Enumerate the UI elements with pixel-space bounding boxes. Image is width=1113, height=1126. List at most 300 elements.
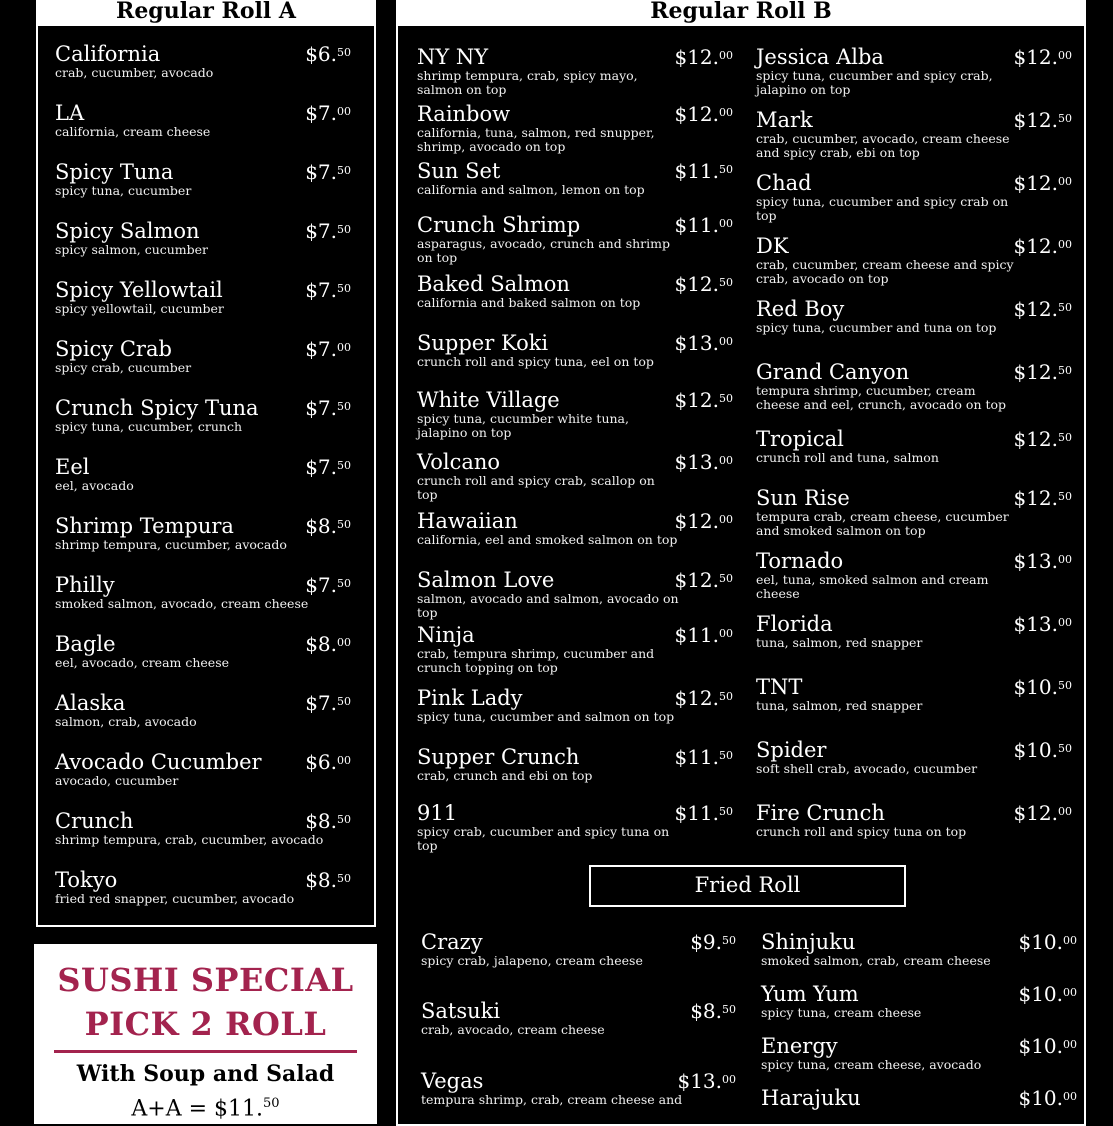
item-name: Avocado Cucumber xyxy=(55,750,262,774)
item-name: Pink Lady xyxy=(417,686,523,710)
menu-item xyxy=(756,297,1072,335)
menu-item xyxy=(756,234,1072,286)
item-price-main: $12. xyxy=(674,686,719,710)
menu-item xyxy=(417,213,733,265)
item-price-cents: 00 xyxy=(1058,238,1072,251)
item-price-main: $12. xyxy=(1013,45,1058,69)
roll-b-title: Regular Roll B xyxy=(650,0,832,24)
item-price xyxy=(674,745,733,769)
item-price xyxy=(677,1069,736,1093)
menu-item xyxy=(55,278,351,316)
item-description: tempura crab, cream cheese, cucumber and smoked salmon on top xyxy=(756,509,1009,538)
item-price-main: $7. xyxy=(305,101,337,125)
item-description: crab, cucumber, avocado xyxy=(55,65,214,80)
menu-item xyxy=(756,108,1072,160)
item-name: Alaska xyxy=(55,691,126,715)
item-price-cents: 50 xyxy=(337,872,351,885)
item-description: tuna, salmon, red snapper xyxy=(756,698,923,713)
item-price-main: $11. xyxy=(674,213,719,237)
item-price xyxy=(674,213,733,237)
item-price-main: $12. xyxy=(674,45,719,69)
item-price-main: $6. xyxy=(305,750,337,774)
menu-item xyxy=(756,612,1072,650)
item-name: Crunch Spicy Tuna xyxy=(55,396,259,420)
item-price xyxy=(305,42,351,66)
item-price xyxy=(305,809,351,833)
item-description: salmon, crab, avocado xyxy=(55,714,197,729)
item-price xyxy=(1013,360,1072,384)
item-price-cents: 00 xyxy=(1063,1090,1077,1103)
item-price-main: $10. xyxy=(1013,675,1058,699)
item-price-main: $10. xyxy=(1018,1034,1063,1058)
item-description: avocado, cucumber xyxy=(55,773,179,788)
item-price-main: $8. xyxy=(690,999,722,1023)
menu-item xyxy=(55,632,351,670)
item-price-cents: 50 xyxy=(1058,490,1072,503)
menu-item xyxy=(55,337,351,375)
menu-item xyxy=(417,45,733,97)
item-price-cents: 50 xyxy=(719,276,733,289)
item-price xyxy=(674,159,733,183)
item-name: Chad xyxy=(756,171,812,195)
item-price xyxy=(1018,982,1077,1006)
item-name: Shrimp Tempura xyxy=(55,514,234,538)
menu-item xyxy=(421,1069,736,1107)
item-price xyxy=(1018,930,1077,954)
item-name: Spicy Tuna xyxy=(55,160,174,184)
item-price-main: $7. xyxy=(305,691,337,715)
item-price-cents: 50 xyxy=(722,934,736,947)
item-description: spicy tuna, cucumber and spicy crab, jalapino on top xyxy=(756,68,993,97)
item-price xyxy=(1013,297,1072,321)
item-description: california, eel and smoked salmon on top xyxy=(417,532,678,547)
item-name: Jessica Alba xyxy=(756,45,884,69)
item-description: spicy tuna, cucumber, crunch xyxy=(55,419,243,434)
item-price-cents: 50 xyxy=(1058,679,1072,692)
item-description: spicy tuna, cucumber xyxy=(55,183,192,198)
item-price-main: $12. xyxy=(1013,801,1058,825)
roll-a-title: Regular Roll A xyxy=(116,0,296,24)
item-price-main: $12. xyxy=(674,102,719,126)
menu-item xyxy=(417,686,733,724)
item-description: crab, cucumber, cream cheese and spicy crab, avocado on top xyxy=(756,257,1014,286)
item-description: crunch roll and spicy tuna, eel on top xyxy=(417,354,654,369)
item-description: soft shell crab, avocado, cucumber xyxy=(756,761,978,776)
item-price-main: $12. xyxy=(674,272,719,296)
item-price-main: $10. xyxy=(1018,930,1063,954)
item-description: spicy yellowtail, cucumber xyxy=(55,301,224,316)
special-price-main: A+A = $11. xyxy=(131,1096,264,1122)
item-price xyxy=(674,509,733,533)
menu-item xyxy=(55,101,351,139)
item-price-cents: 00 xyxy=(1058,175,1072,188)
menu-item xyxy=(761,1086,1077,1110)
item-price xyxy=(305,455,351,479)
menu-item xyxy=(55,868,351,906)
item-name: Hawaiian xyxy=(417,509,518,533)
item-price-main: $10. xyxy=(1013,738,1058,762)
item-name: California xyxy=(55,42,161,66)
menu-item xyxy=(417,272,733,310)
menu-item xyxy=(55,573,351,611)
item-price xyxy=(305,396,351,420)
item-price-cents: 00 xyxy=(1058,805,1072,818)
item-price-main: $8. xyxy=(305,868,337,892)
item-price-main: $11. xyxy=(674,745,719,769)
menu-item xyxy=(55,219,351,257)
menu-item xyxy=(421,999,736,1037)
item-price-cents: 50 xyxy=(1058,364,1072,377)
item-name: Ninja xyxy=(417,623,475,647)
menu-item xyxy=(55,514,351,552)
item-price-cents: 50 xyxy=(719,572,733,585)
item-description: spicy crab, cucumber xyxy=(55,360,192,375)
item-price-cents: 00 xyxy=(337,105,351,118)
roll-a-header xyxy=(38,0,374,26)
item-price-cents: 50 xyxy=(337,164,351,177)
item-price-main: $10. xyxy=(1018,1086,1063,1110)
item-price xyxy=(305,750,351,774)
item-price-main: $12. xyxy=(1013,486,1058,510)
item-price xyxy=(674,568,733,592)
item-description: asparagus, avocado, crunch and shrimp on top xyxy=(417,236,671,265)
item-description: crunch roll and tuna, salmon xyxy=(756,450,939,465)
item-price-main: $8. xyxy=(305,514,337,538)
item-price-cents: 50 xyxy=(719,163,733,176)
item-price-main: $12. xyxy=(1013,360,1058,384)
item-price-main: $10. xyxy=(1018,982,1063,1006)
menu-item xyxy=(417,159,733,197)
item-price-cents: 50 xyxy=(1058,112,1072,125)
item-price xyxy=(1013,612,1072,636)
item-price-cents: 00 xyxy=(1063,934,1077,947)
item-name: Spicy Crab xyxy=(55,337,172,361)
item-price-main: $12. xyxy=(1013,297,1058,321)
item-price-main: $13. xyxy=(674,450,719,474)
item-price xyxy=(674,102,733,126)
item-description: fried red snapper, cucumber, avocado xyxy=(55,891,295,906)
fried-roll-title: Fried Roll xyxy=(694,873,801,897)
item-name: Sun Set xyxy=(417,159,501,183)
item-name: Fire Crunch xyxy=(756,801,885,825)
item-price-cents: 00 xyxy=(337,341,351,354)
item-description: spicy salmon, cucumber xyxy=(55,242,209,257)
item-description: crab, tempura shrimp, cucumber and crunch topping on top xyxy=(417,646,655,675)
item-price xyxy=(1013,486,1072,510)
item-price xyxy=(305,337,351,361)
item-price-cents: 50 xyxy=(719,392,733,405)
item-name: DK xyxy=(756,234,789,258)
item-price xyxy=(674,45,733,69)
item-description: spicy crab, jalapeno, cream cheese xyxy=(421,953,643,968)
item-name: Red Boy xyxy=(756,297,845,321)
item-price xyxy=(305,160,351,184)
item-price-cents: 50 xyxy=(719,805,733,818)
item-price-main: $8. xyxy=(305,809,337,833)
item-price xyxy=(1013,549,1072,573)
item-price xyxy=(1013,801,1072,825)
item-description: california, cream cheese xyxy=(55,124,211,139)
item-description: smoked salmon, avocado, cream cheese xyxy=(55,596,309,611)
menu-item xyxy=(761,930,1077,968)
item-name: White Village xyxy=(417,388,560,412)
item-price xyxy=(1013,427,1072,451)
item-price-cents: 00 xyxy=(719,454,733,467)
item-price-cents: 50 xyxy=(1058,742,1072,755)
item-price-main: $9. xyxy=(690,930,722,954)
item-description: crunch roll and spicy tuna on top xyxy=(756,824,967,839)
item-price-main: $13. xyxy=(1013,612,1058,636)
menu-item xyxy=(417,331,733,369)
item-name: Shinjuku xyxy=(761,930,856,954)
menu-item xyxy=(421,930,736,968)
special-title: SUSHI SPECIAL xyxy=(57,961,354,999)
item-price-cents: 50 xyxy=(1058,301,1072,314)
item-price-main: $11. xyxy=(674,801,719,825)
item-price xyxy=(1018,1034,1077,1058)
item-price-main: $7. xyxy=(305,219,337,243)
item-name: TNT xyxy=(756,675,803,699)
item-name: Supper Crunch xyxy=(417,745,580,769)
item-price-cents: 50 xyxy=(337,223,351,236)
item-name: Mark xyxy=(756,108,813,132)
item-price xyxy=(1013,675,1072,699)
item-description: spicy tuna, cream cheese xyxy=(761,1005,922,1020)
item-price-cents: 50 xyxy=(337,577,351,590)
item-name: Bagle xyxy=(55,632,116,656)
item-price-main: $12. xyxy=(674,388,719,412)
item-price-main: $13. xyxy=(674,331,719,355)
item-name: NY NY xyxy=(417,45,489,69)
item-price xyxy=(305,691,351,715)
item-name: Sun Rise xyxy=(756,486,850,510)
menu-item xyxy=(756,427,1072,465)
menu-item xyxy=(55,691,351,729)
item-price-main: $6. xyxy=(305,42,337,66)
item-name: Spicy Yellowtail xyxy=(55,278,223,302)
item-description: shrimp tempura, crab, cucumber, avocado xyxy=(55,832,324,847)
item-price xyxy=(674,272,733,296)
menu-item xyxy=(55,42,351,80)
item-description: eel, avocado xyxy=(55,478,134,493)
menu-item xyxy=(417,450,733,502)
item-price xyxy=(1013,108,1072,132)
item-description: tempura shrimp, cucumber, cream cheese and eel, crunch, avocado on top xyxy=(756,383,1007,412)
item-price xyxy=(674,801,733,825)
item-name: Harajuku xyxy=(761,1086,861,1110)
menu-item xyxy=(55,396,351,434)
item-name: Eel xyxy=(55,455,90,479)
item-price xyxy=(690,999,736,1023)
item-price-cents: 50 xyxy=(1058,431,1072,444)
special-subtitle: PICK 2 ROLL xyxy=(84,1005,327,1043)
special-includes: With Soup and Salad xyxy=(76,1061,335,1087)
item-price xyxy=(305,278,351,302)
item-name: Energy xyxy=(761,1034,838,1058)
item-price-main: $7. xyxy=(305,396,337,420)
item-name: 911 xyxy=(417,801,458,825)
item-price xyxy=(674,388,733,412)
item-description: tempura shrimp, crab, cream cheese and xyxy=(421,1092,683,1107)
item-price-cents: 50 xyxy=(337,459,351,472)
menu-item xyxy=(756,45,1072,97)
item-description: tuna, salmon, red snapper xyxy=(756,635,923,650)
menu-item xyxy=(756,801,1072,839)
item-description: california, tuna, salmon, red snupper, shrimp, avocado on top xyxy=(417,125,655,154)
item-price-main: $7. xyxy=(305,573,337,597)
item-price xyxy=(305,101,351,125)
item-price-cents: 00 xyxy=(1058,49,1072,62)
item-price-cents: 00 xyxy=(719,217,733,230)
item-price-cents: 50 xyxy=(337,813,351,826)
item-description: smoked salmon, crab, cream cheese xyxy=(761,953,991,968)
item-price-main: $12. xyxy=(1013,234,1058,258)
item-price-cents: 00 xyxy=(719,49,733,62)
item-price-cents: 00 xyxy=(1058,616,1072,629)
item-price xyxy=(1013,45,1072,69)
item-price xyxy=(1013,738,1072,762)
menu-item xyxy=(756,360,1072,412)
item-description: shrimp tempura, crab, spicy mayo, salmon on top xyxy=(417,68,638,97)
roll-b-header xyxy=(398,0,1084,26)
menu-item xyxy=(417,509,733,547)
item-description: eel, avocado, cream cheese xyxy=(55,655,230,670)
menu-item xyxy=(756,738,1072,776)
item-description: spicy crab, cucumber and spicy tuna on top xyxy=(417,824,670,853)
item-price xyxy=(305,573,351,597)
item-price-main: $8. xyxy=(305,632,337,656)
item-price-main: $13. xyxy=(1013,549,1058,573)
item-price-cents: 50 xyxy=(337,46,351,59)
menu-item xyxy=(417,623,733,675)
item-price-cents: 00 xyxy=(337,636,351,649)
menu-item xyxy=(756,171,1072,223)
item-description: spicy tuna, cucumber white tuna, jalapino on top xyxy=(417,411,629,440)
item-price-main: $7. xyxy=(305,455,337,479)
item-price xyxy=(1013,234,1072,258)
item-description: california and baked salmon on top xyxy=(417,295,641,310)
item-name: LA xyxy=(55,101,85,125)
menu-item xyxy=(417,102,733,154)
item-name: Satsuki xyxy=(421,999,501,1023)
menu-item xyxy=(756,675,1072,713)
item-price xyxy=(674,623,733,647)
item-price-cents: 00 xyxy=(1063,1038,1077,1051)
item-name: Volcano xyxy=(417,450,501,474)
menu-item xyxy=(761,982,1077,1020)
item-description: salmon, avocado and salmon, avocado on top xyxy=(417,591,679,620)
item-name: Rainbow xyxy=(417,102,511,126)
item-price-main: $12. xyxy=(1013,108,1058,132)
item-price-cents: 50 xyxy=(337,518,351,531)
item-price-cents: 50 xyxy=(337,400,351,413)
item-price-main: $7. xyxy=(305,278,337,302)
item-price-cents: 50 xyxy=(337,695,351,708)
item-price xyxy=(690,930,736,954)
item-price-cents: 50 xyxy=(719,749,733,762)
item-description: crunch roll and spicy crab, scallop on top xyxy=(417,473,655,502)
item-price xyxy=(674,686,733,710)
menu-item xyxy=(756,549,1072,601)
item-price-cents: 00 xyxy=(719,513,733,526)
item-price-main: $12. xyxy=(674,568,719,592)
menu-item xyxy=(55,160,351,198)
sushi-special-card xyxy=(34,944,377,1124)
item-description: spicy tuna, cream cheese, avocado xyxy=(761,1057,982,1072)
item-name: Crunch xyxy=(55,809,134,833)
item-name: Florida xyxy=(756,612,833,636)
menu-item xyxy=(55,750,351,788)
item-price-cents: 00 xyxy=(1058,553,1072,566)
item-price-cents: 00 xyxy=(719,627,733,640)
item-name: Supper Koki xyxy=(417,331,549,355)
item-name: Crazy xyxy=(421,930,483,954)
item-name: Tropical xyxy=(756,427,844,451)
item-name: Spicy Salmon xyxy=(55,219,200,243)
item-description: crab, cucumber, avocado, cream cheese and spicy crab, ebi on top xyxy=(756,131,1010,160)
item-name: Tokyo xyxy=(55,868,118,892)
menu-item xyxy=(417,745,733,783)
item-price xyxy=(305,632,351,656)
item-price-main: $11. xyxy=(674,159,719,183)
item-price xyxy=(1018,1086,1077,1110)
item-price-main: $7. xyxy=(305,160,337,184)
item-price-cents: 50 xyxy=(337,282,351,295)
special-price xyxy=(34,1089,377,1124)
item-name: Tornado xyxy=(756,549,844,573)
menu-item xyxy=(756,486,1072,538)
item-price-cents: 00 xyxy=(722,1073,736,1086)
item-description: eel, tuna, smoked salmon and cream cheese xyxy=(756,572,989,601)
item-name: Baked Salmon xyxy=(417,272,570,296)
item-name: Grand Canyon xyxy=(756,360,910,384)
item-price-main: $12. xyxy=(674,509,719,533)
item-name: Vegas xyxy=(421,1069,484,1093)
menu-item xyxy=(417,801,733,853)
menu-item xyxy=(55,455,351,493)
item-price xyxy=(305,514,351,538)
item-description: spicy tuna, cucumber and spicy crab on top xyxy=(756,194,1009,223)
item-price-cents: 50 xyxy=(719,690,733,703)
item-name: Crunch Shrimp xyxy=(417,213,581,237)
item-price-cents: 00 xyxy=(1063,986,1077,999)
menu-item xyxy=(417,388,733,440)
item-price-main: $11. xyxy=(674,623,719,647)
item-name: Salmon Love xyxy=(417,568,555,592)
item-description: spicy tuna, cucumber and tuna on top xyxy=(756,320,997,335)
item-description: california and salmon, lemon on top xyxy=(417,182,645,197)
item-name: Yum Yum xyxy=(761,982,859,1006)
item-price xyxy=(305,868,351,892)
menu-item xyxy=(55,809,351,847)
item-price-main: $7. xyxy=(305,337,337,361)
item-description: crab, crunch and ebi on top xyxy=(417,768,593,783)
special-divider xyxy=(54,1050,357,1053)
menu-item xyxy=(417,568,733,620)
item-price-cents: 00 xyxy=(719,335,733,348)
item-description: shrimp tempura, cucumber, avocado xyxy=(55,537,287,552)
item-price-main: $12. xyxy=(1013,171,1058,195)
item-name: Spider xyxy=(756,738,827,762)
item-price xyxy=(1013,171,1072,195)
item-price-main: $12. xyxy=(1013,427,1058,451)
item-price-cents: 00 xyxy=(337,754,351,767)
item-price xyxy=(305,219,351,243)
item-price-main: $13. xyxy=(677,1069,722,1093)
item-price-cents: 50 xyxy=(722,1003,736,1016)
item-description: crab, avocado, cream cheese xyxy=(421,1022,605,1037)
special-price-cents: 50 xyxy=(263,1096,280,1111)
